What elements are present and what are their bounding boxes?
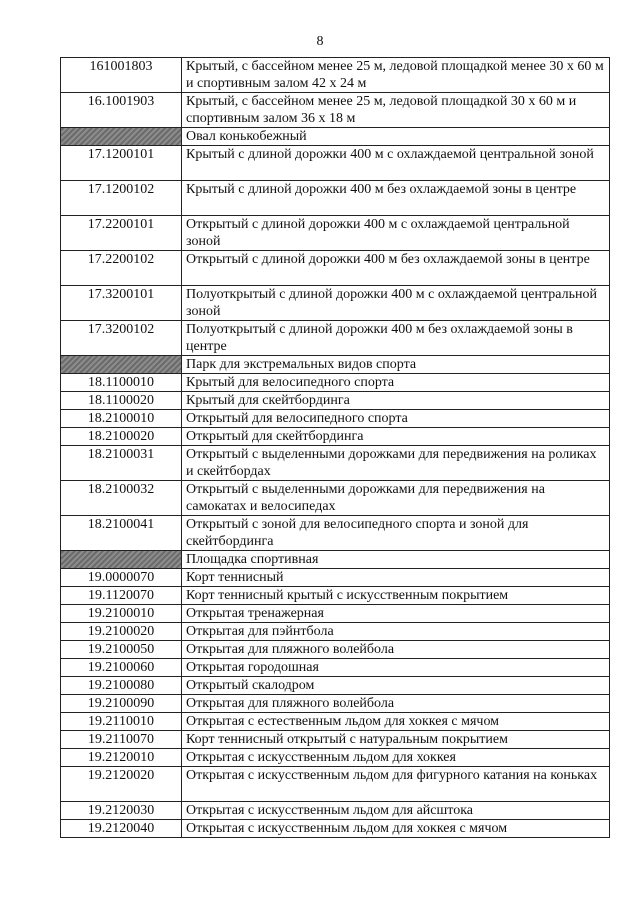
table-row (61, 93, 610, 128)
description-cell: Крытый с длиной дорожки 400 м с охлаждаемой центральной зоной (182, 146, 610, 181)
description-cell: Полуоткрытый с длиной дорожки 400 м без охлаждаемой зоны в центре (182, 321, 610, 356)
table-row (61, 58, 610, 93)
description-cell: Корт теннисный (182, 569, 610, 587)
code-cell: 19.2110070 (61, 731, 182, 749)
description-cell: Открытый с выделенными дорожками для передвижения на самокатах и велосипедах (182, 481, 610, 516)
code-cell: 19.2100080 (61, 677, 182, 695)
code-cell: 18.1100020 (61, 392, 182, 410)
code-cell: 19.2100010 (61, 605, 182, 623)
table-row (61, 587, 610, 605)
table-row (61, 286, 610, 321)
table-row (61, 321, 610, 356)
table-row (61, 695, 610, 713)
code-cell: 19.2120010 (61, 749, 182, 767)
code-cell: 18.2100020 (61, 428, 182, 446)
description-cell: Открытый с выделенными дорожками для передвижения на роликах и скейтбордах (182, 446, 610, 481)
table-row (61, 374, 610, 392)
code-cell: 17.1200102 (61, 181, 182, 216)
code-cell: 19.2120030 (61, 802, 182, 820)
description-cell: Крытый, с бассейном менее 25 м, ледовой площадкой менее 30 х 60 м и спортивным залом 42 х 24 м (182, 58, 610, 93)
table-row (61, 410, 610, 428)
description-cell: Крытый с длиной дорожки 400 м без охлаждаемой зоны в центре (182, 181, 610, 216)
table-row (61, 428, 610, 446)
code-cell: 161001803 (61, 58, 182, 93)
code-cell: 18.2100031 (61, 446, 182, 481)
table-row (61, 749, 610, 767)
description-cell: Открытый с зоной для велосипедного спорта и зоной для скейтбординга (182, 516, 610, 551)
code-cell: 19.2120040 (61, 820, 182, 838)
table-row (61, 659, 610, 677)
table-row (61, 251, 610, 286)
description-cell: Открытый с длиной дорожки 400 м с охлаждаемой центральной зоной (182, 216, 610, 251)
shaded-code-cell (61, 356, 182, 374)
table-row (61, 181, 610, 216)
table-row (61, 820, 610, 838)
code-cell: 18.1100010 (61, 374, 182, 392)
description-cell: Крытый для велосипедного спорта (182, 374, 610, 392)
table-row (61, 481, 610, 516)
code-cell: 19.2100050 (61, 641, 182, 659)
description-cell: Открытая с естественным льдом для хоккея с мячом (182, 713, 610, 731)
code-cell: 17.1200101 (61, 146, 182, 181)
description-cell: Открытая для пэйнтбола (182, 623, 610, 641)
table-row (61, 641, 610, 659)
table-row (61, 216, 610, 251)
description-cell: Корт теннисный открытый с натуральным покрытием (182, 731, 610, 749)
description-cell: Открытая городошная (182, 659, 610, 677)
table-row (61, 767, 610, 802)
facility-code-table (60, 57, 610, 838)
code-cell: 19.0000070 (61, 569, 182, 587)
code-cell: 19.2100020 (61, 623, 182, 641)
shaded-code-cell (61, 551, 182, 569)
section-header-row (61, 128, 610, 146)
table-row (61, 802, 610, 820)
table-row (61, 731, 610, 749)
code-cell: 17.2200101 (61, 216, 182, 251)
code-cell: 17.2200102 (61, 251, 182, 286)
code-cell: 19.1120070 (61, 587, 182, 605)
description-cell: Корт теннисный крытый с искусственным покрытием (182, 587, 610, 605)
section-title-cell: Овал конькобежный (182, 128, 610, 146)
description-cell: Открытая с искусственным льдом для фигурного катания на коньках (182, 767, 610, 802)
description-cell: Открытая с искусственным льдом для хоккея с мячом (182, 820, 610, 838)
section-header-row (61, 551, 610, 569)
table-row (61, 146, 610, 181)
table-row (61, 605, 610, 623)
code-cell: 19.2120020 (61, 767, 182, 802)
code-cell: 16.1001903 (61, 93, 182, 128)
description-cell: Полуоткрытый с длиной дорожки 400 м с охлаждаемой центральной зоной (182, 286, 610, 321)
code-cell: 19.2100060 (61, 659, 182, 677)
section-title-cell: Площадка спортивная (182, 551, 610, 569)
description-cell: Открытый с длиной дорожки 400 м без охлаждаемой зоны в центре (182, 251, 610, 286)
description-cell: Открытая с искусственным льдом для айсштока (182, 802, 610, 820)
description-cell: Открытый для скейтбординга (182, 428, 610, 446)
code-cell: 18.2100032 (61, 481, 182, 516)
code-cell: 17.3200101 (61, 286, 182, 321)
code-cell: 19.2100090 (61, 695, 182, 713)
page-number: 8 (316, 34, 324, 49)
description-cell: Открытая с искусственным льдом для хоккея (182, 749, 610, 767)
code-cell: 18.2100041 (61, 516, 182, 551)
table-row (61, 392, 610, 410)
description-cell: Открытый для велосипедного спорта (182, 410, 610, 428)
description-cell: Крытый, с бассейном менее 25 м, ледовой площадкой 30 х 60 м и спортивным залом 36 х 18 м (182, 93, 610, 128)
table-row (61, 623, 610, 641)
description-cell: Открытая тренажерная (182, 605, 610, 623)
table-row (61, 516, 610, 551)
table-row (61, 446, 610, 481)
section-title-cell: Парк для экстремальных видов спорта (182, 356, 610, 374)
code-cell: 17.3200102 (61, 321, 182, 356)
table-row (61, 569, 610, 587)
table-row (61, 713, 610, 731)
code-cell: 19.2110010 (61, 713, 182, 731)
section-header-row (61, 356, 610, 374)
description-cell: Открытая для пляжного волейбола (182, 695, 610, 713)
table-row (61, 677, 610, 695)
description-cell: Открытая для пляжного волейбола (182, 641, 610, 659)
description-cell: Открытый скалодром (182, 677, 610, 695)
description-cell: Крытый для скейтбординга (182, 392, 610, 410)
code-cell: 18.2100010 (61, 410, 182, 428)
shaded-code-cell (61, 128, 182, 146)
